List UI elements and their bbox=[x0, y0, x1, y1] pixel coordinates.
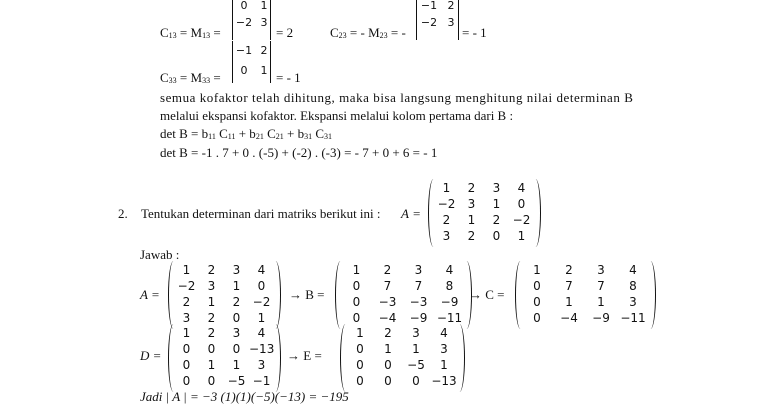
c23-result: = - 1 bbox=[462, 25, 487, 40]
answer-label: Jawab : bbox=[140, 247, 180, 262]
matrix-cell: 0 bbox=[384, 374, 392, 388]
matrix-cell: 4 bbox=[257, 263, 266, 277]
matrix-cell: −5 bbox=[227, 374, 246, 388]
matrix-cell: 1 bbox=[182, 263, 191, 277]
matrix-cell: 1 bbox=[440, 358, 448, 372]
matrix-cell: 2 bbox=[383, 263, 392, 277]
matrix-cell: 0 bbox=[533, 295, 541, 309]
matrix-cell: −9 bbox=[592, 311, 610, 325]
matrix-cell: 1 bbox=[442, 181, 451, 195]
matrix-cell: 3 bbox=[447, 16, 455, 29]
c13-result: = 2 bbox=[276, 25, 294, 40]
matrix-cell: −3 bbox=[409, 295, 428, 309]
matrix-cell: 1 bbox=[517, 229, 526, 243]
matrix-cell: −2 bbox=[252, 295, 271, 309]
matrix-cell: 0 bbox=[207, 342, 216, 356]
matrix-cell: 4 bbox=[629, 263, 637, 277]
matrix-cell: 1 bbox=[384, 342, 392, 356]
matrix-cell: 1 bbox=[260, 64, 268, 77]
matrix-cell: 2 bbox=[467, 181, 476, 195]
matrix-cell: 1 bbox=[412, 342, 420, 356]
matrix-cell: 8 bbox=[629, 279, 637, 293]
c33-minor-matrix bbox=[228, 45, 280, 85]
matrix-cell: 3 bbox=[467, 197, 476, 211]
c13-equation: $C_{13} = M_{13}$ = bbox=[160, 25, 221, 40]
matrix-cell: −4 bbox=[378, 311, 397, 325]
matrix-cell: 2 bbox=[260, 44, 268, 57]
matrix-cell: 1 bbox=[467, 213, 476, 227]
matrix-e bbox=[340, 327, 464, 391]
matrix-cell: 1 bbox=[565, 295, 573, 309]
matrix-cell: 0 bbox=[533, 279, 541, 293]
matrix-cell: 0 bbox=[356, 358, 364, 372]
c33-result: = - 1 bbox=[276, 70, 301, 85]
matrix-cell: 0 bbox=[257, 279, 266, 293]
matrix-cell: 1 bbox=[207, 358, 216, 372]
matrix-cell: −1 bbox=[235, 44, 253, 57]
matrix-cell: 2 bbox=[467, 229, 476, 243]
matrix-cell: −2 bbox=[437, 197, 456, 211]
matrix-cell: −9 bbox=[440, 295, 459, 309]
matrix-cell: −4 bbox=[560, 311, 578, 325]
matrix-cell: 1 bbox=[232, 358, 241, 372]
matrix-cell: 3 bbox=[232, 263, 241, 277]
matrix-cell: −11 bbox=[620, 311, 646, 325]
matrix-a bbox=[168, 264, 280, 328]
c33-equation: $C_{33} = M_{33}$ = bbox=[160, 70, 221, 85]
matrix-cell: −1 bbox=[252, 374, 271, 388]
matrix-cell: −1 bbox=[420, 0, 438, 12]
matrix-cell: 0 bbox=[356, 342, 364, 356]
matrix-cell: 4 bbox=[257, 326, 266, 340]
matrix-b bbox=[335, 264, 471, 328]
matrix-cell: 1 bbox=[182, 326, 191, 340]
matrix-cell: 0 bbox=[182, 342, 191, 356]
matrix-cell: 1 bbox=[492, 197, 501, 211]
matrix-cell: 1 bbox=[533, 263, 541, 277]
arrow-e: → E = bbox=[287, 348, 322, 363]
matrix-cell: 0 bbox=[207, 374, 216, 388]
matrix-cell: 2 bbox=[565, 263, 573, 277]
matrix-cell: 7 bbox=[414, 279, 423, 293]
problem-matrix bbox=[428, 182, 540, 246]
matrix-cell: 7 bbox=[565, 279, 573, 293]
matrix-cell: 3 bbox=[260, 16, 268, 29]
matrix-cell: 0 bbox=[232, 311, 241, 325]
matrix-cell: 0 bbox=[240, 64, 248, 77]
matrix-cell: 0 bbox=[384, 358, 392, 372]
matrix-c bbox=[515, 264, 655, 328]
matrix-cell: 3 bbox=[207, 279, 216, 293]
matrix-cell: −3 bbox=[378, 295, 397, 309]
matrix-cell: 2 bbox=[182, 295, 191, 309]
paragraph-line-1: semua kofaktor telah dihitung, maka bisa langsung menghitung nilai determinan B bbox=[160, 90, 634, 105]
matrix-cell: 3 bbox=[440, 342, 448, 356]
matrix-cell: 0 bbox=[352, 295, 361, 309]
matrix-cell: 3 bbox=[182, 311, 191, 325]
arrow-c: → C = bbox=[469, 287, 505, 302]
matrix-cell: 0 bbox=[352, 279, 361, 293]
matrix-cell: −13 bbox=[249, 342, 275, 356]
matrix-cell: 4 bbox=[517, 181, 526, 195]
matrix-cell: −11 bbox=[436, 311, 463, 325]
matrix-cell: −2 bbox=[235, 16, 253, 29]
matrix-cell: 1 bbox=[257, 311, 266, 325]
paragraph-line-3: $\det B = b_{11}$ $C_{11} + b_{21}$ $C_{21} + b_{31}$ $C_{31}$ bbox=[160, 126, 332, 141]
matrix-cell: 3 bbox=[629, 295, 637, 309]
paragraph-line-2: melalui ekspansi kofaktor. Ekspansi melalui kolom pertama dari B : bbox=[160, 108, 514, 123]
matrix-cell: 7 bbox=[597, 279, 605, 293]
c23-minor-matrix bbox=[412, 0, 468, 34]
matrix-cell: 0 bbox=[232, 342, 241, 356]
matrix-cell: 4 bbox=[445, 263, 454, 277]
matrix-cell: 3 bbox=[597, 263, 605, 277]
matrix-cell: −13 bbox=[431, 374, 457, 388]
matrix-cell: 1 bbox=[597, 295, 605, 309]
matrix-cell: 1 bbox=[356, 326, 364, 340]
problem-eq: = bbox=[413, 206, 421, 221]
matrix-cell: 2 bbox=[207, 263, 216, 277]
matrix-cell: −2 bbox=[177, 279, 196, 293]
conclusion: Jadi | A | = −3 (1)(1)(−5)(−13) = −195 bbox=[140, 389, 349, 404]
matrix-cell: 2 bbox=[442, 213, 451, 227]
matrix-cell: −5 bbox=[407, 358, 425, 372]
matrix-cell: 0 bbox=[533, 311, 541, 325]
matrix-cell: −9 bbox=[409, 311, 428, 325]
matrix-cell: 1 bbox=[232, 279, 241, 293]
d-label: D = bbox=[140, 348, 162, 363]
matrix-cell: 0 bbox=[182, 374, 191, 388]
problem-number: 2. bbox=[118, 206, 128, 221]
matrix-cell: 3 bbox=[412, 326, 420, 340]
matrix-cell: 0 bbox=[492, 229, 501, 243]
paragraph-line-4: det B = -1 . 7 + 0 . (-5) + (-2) . (-3) = - 7 + 0 + 6 = - 1 bbox=[160, 145, 438, 160]
matrix-cell: 3 bbox=[492, 181, 501, 195]
a-label: A = bbox=[140, 287, 160, 302]
c13-minor-matrix bbox=[228, 0, 280, 34]
matrix-cell: 4 bbox=[440, 326, 448, 340]
matrix-cell: 2 bbox=[207, 326, 216, 340]
matrix-cell: 2 bbox=[492, 213, 501, 227]
matrix-cell: 0 bbox=[182, 358, 191, 372]
matrix-cell: 3 bbox=[442, 229, 451, 243]
arrow-b: → B = bbox=[289, 287, 325, 302]
matrix-cell: 0 bbox=[240, 0, 248, 12]
matrix-cell: 2 bbox=[232, 295, 241, 309]
matrix-cell: 2 bbox=[207, 311, 216, 325]
matrix-cell: 0 bbox=[356, 374, 364, 388]
matrix-cell: 0 bbox=[517, 197, 526, 211]
matrix-cell: −2 bbox=[512, 213, 531, 227]
matrix-cell: 0 bbox=[412, 374, 420, 388]
c23-equation: $C_{23}$ = - $M_{23}$ = - bbox=[330, 25, 406, 40]
matrix-cell: 2 bbox=[384, 326, 392, 340]
matrix-cell: 1 bbox=[207, 295, 216, 309]
problem-var: A bbox=[401, 206, 409, 221]
matrix-cell: 3 bbox=[232, 326, 241, 340]
matrix-cell: 1 bbox=[352, 263, 361, 277]
matrix-cell: 0 bbox=[352, 311, 361, 325]
matrix-cell: 2 bbox=[447, 0, 455, 12]
matrix-d bbox=[168, 327, 280, 391]
problem-text: Tentukan determinan dari matriks berikut ini : bbox=[141, 206, 381, 221]
matrix-cell: 1 bbox=[260, 0, 268, 12]
matrix-cell: 7 bbox=[383, 279, 392, 293]
matrix-cell: −2 bbox=[420, 16, 438, 29]
matrix-cell: 8 bbox=[445, 279, 454, 293]
matrix-cell: 3 bbox=[257, 358, 266, 372]
matrix-cell: 3 bbox=[414, 263, 423, 277]
